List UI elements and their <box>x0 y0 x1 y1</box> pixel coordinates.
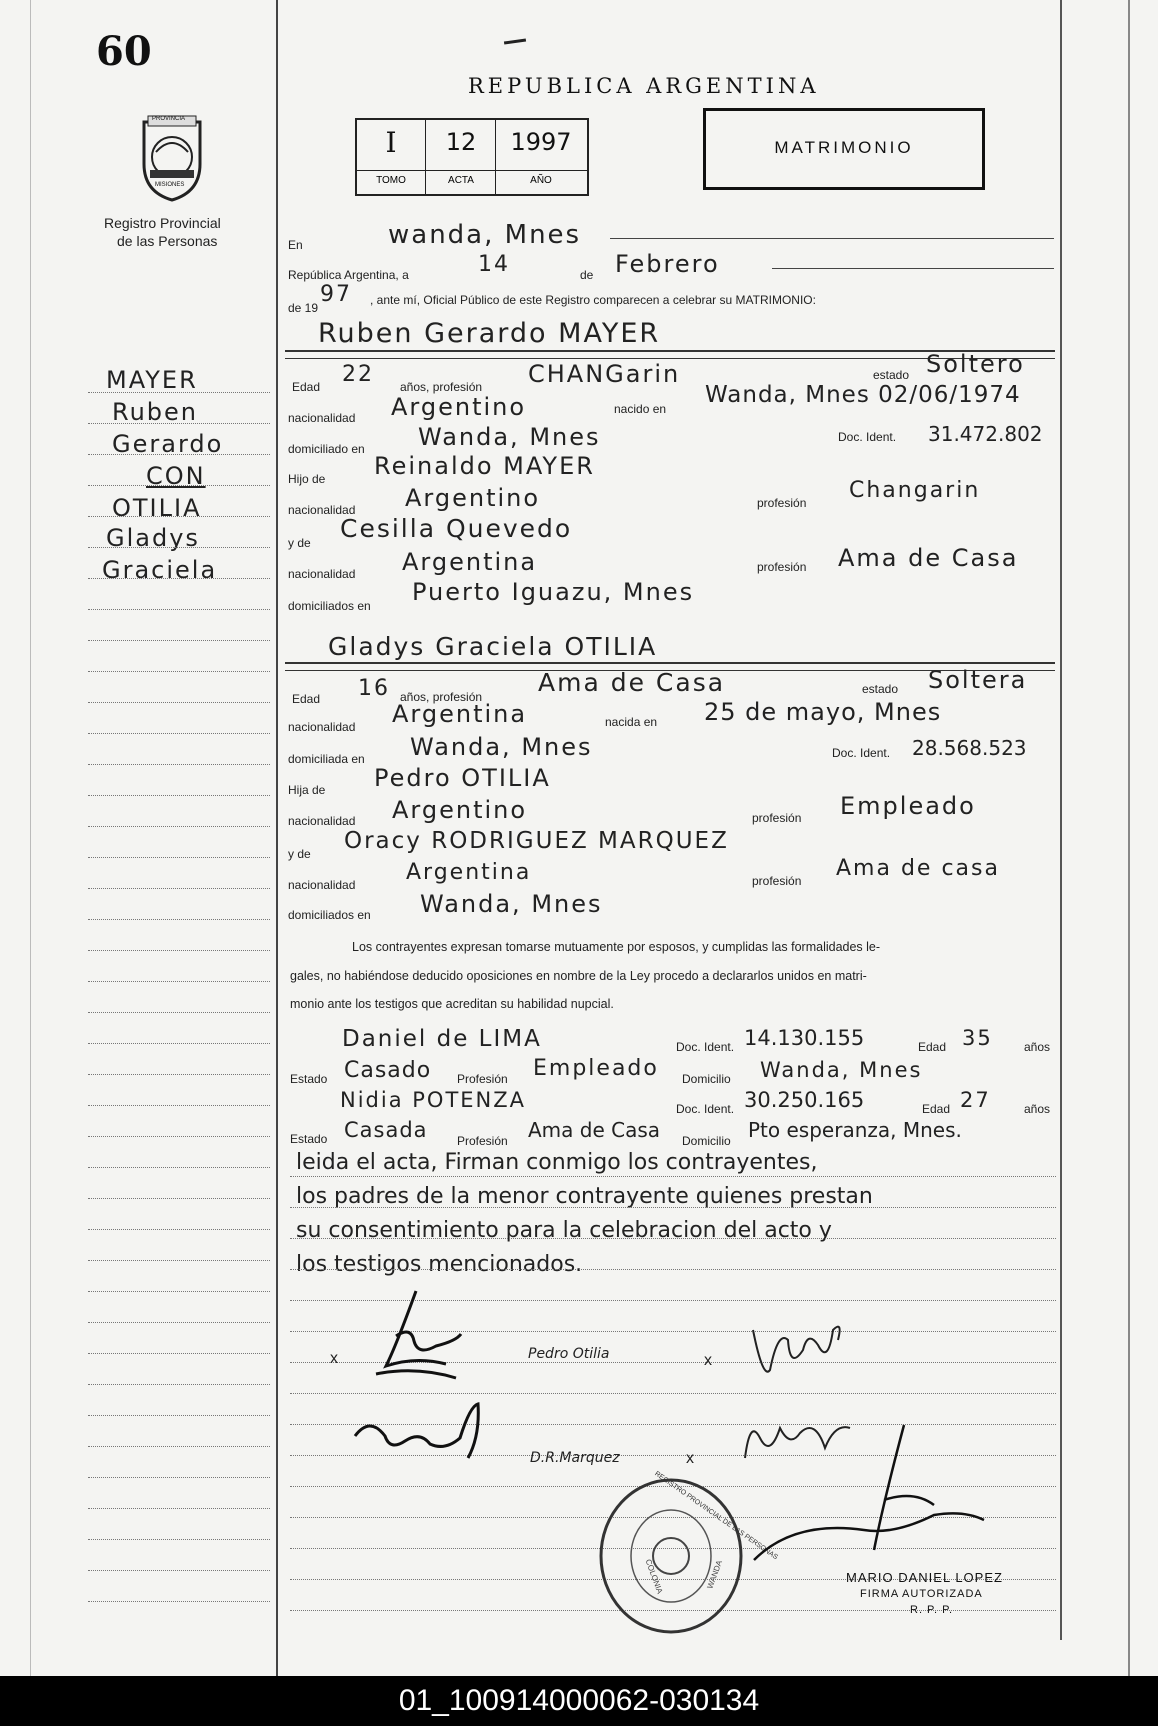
bride-yde-label: y de <box>288 847 311 861</box>
witness1-address: Wanda, Mnes <box>760 1058 923 1082</box>
box-divider <box>357 170 587 171</box>
groom-dom-label: domiciliado en <box>288 442 365 456</box>
box-vdivider-1 <box>425 120 426 194</box>
bride-dom-label: domiciliada en <box>288 752 365 766</box>
body-rule <box>290 1238 1056 1239</box>
witness1-doc: 14.130.155 <box>744 1026 865 1050</box>
margin-rule <box>88 733 270 734</box>
bride-signature-icon <box>748 1310 848 1390</box>
tomo-value: I <box>385 126 397 159</box>
act-day: 14 <box>478 252 510 277</box>
bride-doc: 28.568.523 <box>912 736 1027 760</box>
witness2-name: Nidia POTENZA <box>340 1088 527 1112</box>
year-suffix: 97 <box>320 282 352 307</box>
closing-line-4: los testigos mencionados. <box>296 1252 583 1277</box>
body-rule <box>290 1176 1056 1177</box>
month-line <box>772 268 1054 269</box>
bride-name: Gladys Graciela OTILIA <box>328 632 658 661</box>
margin-rule <box>88 1136 270 1137</box>
margin-rule <box>88 1043 270 1044</box>
margin-rule <box>88 1074 270 1075</box>
note-bride-surname: OTILIA <box>112 494 202 522</box>
margin-rule <box>88 702 270 703</box>
margin-rule <box>88 1570 270 1571</box>
official-stamp-icon <box>596 1476 746 1636</box>
anio-value: 1997 <box>510 128 572 156</box>
margin-rule <box>88 547 270 548</box>
bride-nac-label: nacionalidad <box>288 720 356 734</box>
margin-rule <box>88 950 270 951</box>
hijo-label: Hijo de <box>288 472 326 486</box>
groom-parents-address: Puerto Iguazu, Mnes <box>412 578 695 606</box>
province-seal-icon <box>136 112 208 204</box>
note-bride-first: Gladys <box>106 524 200 552</box>
officer-name: MARIO DANIEL LOPEZ <box>846 1570 1003 1585</box>
act-place: wanda, Mnes <box>388 220 582 250</box>
witness1-age: 35 <box>962 1026 993 1050</box>
groom-mother: Cesilla Quevedo <box>340 514 573 543</box>
margin-rule <box>88 485 270 486</box>
right-border-line <box>1060 0 1062 1640</box>
margin-rule <box>88 640 270 641</box>
margin-rule <box>88 1508 270 1509</box>
margin-rule <box>88 609 270 610</box>
margin-rule <box>88 1353 270 1354</box>
margin-rule <box>88 1012 270 1013</box>
witness2-prof-label: Profesión <box>457 1134 508 1148</box>
left-edge-shadow <box>30 0 31 1676</box>
witness1-doc-label: Doc. Ident. <box>676 1040 735 1054</box>
mark-dash <box>504 38 526 44</box>
sign-mark-2: x <box>704 1352 712 1369</box>
officer-signature-icon <box>734 1420 994 1590</box>
bride-mother-nat: Argentina <box>406 860 532 885</box>
pedro-otilia-signature: Pedro Otilia <box>528 1346 610 1362</box>
witness2-doc-label: Doc. Ident. <box>676 1102 735 1116</box>
groom-mother-nat: Argentina <box>402 548 538 576</box>
stamp-text-colonia: COLONIA <box>643 1558 665 1595</box>
witness2-age: 27 <box>960 1088 991 1112</box>
groom-father-nac-label: nacionalidad <box>288 503 356 517</box>
groom-edad-label: Edad <box>292 380 321 394</box>
officer-title: FIRMA AUTORIZADA <box>860 1588 983 1600</box>
margin-rule <box>88 1384 270 1385</box>
margin-rule <box>88 516 270 517</box>
stamp-text-wanda: WANDA <box>705 1559 725 1590</box>
act-type-box <box>703 108 985 190</box>
hija-label: Hija de <box>288 783 326 797</box>
margin-rule <box>88 1167 270 1168</box>
groom-father-nat: Argentino <box>405 484 541 512</box>
marquez-signature: D.R.Marquez <box>530 1450 620 1466</box>
country-title: REPUBLICA ARGENTINA <box>468 74 820 98</box>
bride-parents-dom-label: domiciliados en <box>288 908 371 922</box>
groom-parents-dom-label: domiciliados en <box>288 599 371 613</box>
registry-line-1: Registro Provincial <box>104 215 221 231</box>
groom-age: 22 <box>342 362 374 387</box>
acta-label: ACTA <box>448 175 474 186</box>
groom-father-prof: Changarin <box>849 478 981 503</box>
tomo-acta-anio-box <box>355 118 589 196</box>
seal-label-top: PROVINCIA <box>152 116 186 122</box>
margin-rule <box>88 1198 270 1199</box>
witness-signature-icon <box>350 1396 510 1466</box>
witness1-dom-label: Domicilio <box>682 1072 731 1086</box>
margin-rule <box>88 1477 270 1478</box>
witness2-age-label: Edad <box>922 1102 951 1116</box>
witness1-anos-label: años <box>1024 1040 1051 1054</box>
bride-age: 16 <box>358 676 390 701</box>
groom-address: Wanda, Mnes <box>418 423 601 451</box>
margin-rule <box>88 423 270 424</box>
bride-mother-prof-label: profesión <box>752 874 802 888</box>
groom-birth: Wanda, Mnes 02/06/1974 <box>705 382 1021 408</box>
de-label: de <box>580 268 594 282</box>
margin-rule <box>88 1229 270 1230</box>
body-rule <box>290 1207 1056 1208</box>
witness1-estado-label: Estado <box>290 1072 328 1086</box>
bride-doc-label: Doc. Ident. <box>832 746 891 760</box>
year-prefix: de 19 <box>288 301 319 315</box>
margin-rule <box>88 888 270 889</box>
groom-doc: 31.472.802 <box>928 422 1043 446</box>
groom-prof-label: años, profesión <box>400 380 483 394</box>
witness2-estado-label: Estado <box>290 1132 328 1146</box>
seal-label-bottom: MISIONES <box>155 182 185 188</box>
place-line <box>610 238 1054 239</box>
bride-name-line <box>285 662 1055 664</box>
margin-rule <box>88 1260 270 1261</box>
acta-value: 12 <box>445 128 477 156</box>
groom-status: Soltero <box>926 350 1025 378</box>
groom-nacido-label: nacido en <box>614 402 667 416</box>
margin-rule <box>88 1415 270 1416</box>
margin-rule <box>88 1322 270 1323</box>
note-surname: MAYER <box>106 366 198 394</box>
bride-father-prof-label: profesión <box>752 811 802 825</box>
margin-rule <box>88 826 270 827</box>
groom-mother-prof: Ama de Casa <box>838 544 1019 572</box>
bride-estado-label: estado <box>862 682 899 696</box>
bride-father: Pedro OTILIA <box>374 764 551 792</box>
margin-rule <box>88 671 270 672</box>
margin-rule <box>88 1446 270 1447</box>
margin-rule <box>88 454 270 455</box>
legal-text-2: gales, no habiéndose deducido oposiciones en nombre de la Ley procedo a declararlos unidos en matri- <box>290 969 867 983</box>
bride-profession: Ama de Casa <box>538 668 726 697</box>
margin-rule <box>88 1105 270 1106</box>
witness2-profession: Ama de Casa <box>528 1118 661 1142</box>
bride-nationality: Argentina <box>392 700 528 728</box>
bride-edad-label: Edad <box>292 692 321 706</box>
groom-doc-label: Doc. Ident. <box>838 430 897 444</box>
groom-father-prof-label: profesión <box>757 496 807 510</box>
witness1-name: Daniel de LIMA <box>342 1026 542 1052</box>
en-label: En <box>288 238 303 252</box>
legal-text-3: monio ante los testigos que acreditan su habilidad nupcial. <box>290 997 614 1011</box>
margin-rule <box>88 578 270 579</box>
groom-yde-label: y de <box>288 536 311 550</box>
witness2-doc: 30.250.165 <box>744 1088 865 1112</box>
closing-line-3: su consentimiento para la celebracion del acto y <box>296 1218 832 1243</box>
scan-footer-id: 01_100914000062-030134 <box>0 1676 1158 1726</box>
note-middle-name: Gerardo <box>112 430 224 458</box>
margin-rule <box>88 1291 270 1292</box>
bride-mother: Oracy RODRIGUEZ MARQUEZ <box>344 828 729 854</box>
witness1-prof-label: Profesión <box>457 1072 508 1086</box>
witness1-status: Casado <box>344 1058 432 1083</box>
groom-profession: CHANGarin <box>528 360 681 388</box>
witness1-age-label: Edad <box>918 1040 947 1054</box>
bride-father-prof: Empleado <box>840 792 976 820</box>
body-rule <box>290 1269 1056 1270</box>
outer-edge-line <box>1128 0 1130 1676</box>
body-rule <box>290 1393 1056 1394</box>
witness2-dom-label: Domicilio <box>682 1134 731 1148</box>
bride-status: Soltera <box>928 666 1028 694</box>
margin-rule <box>88 919 270 920</box>
note-first-name: Ruben <box>112 398 199 426</box>
bride-address: Wanda, Mnes <box>410 733 593 761</box>
bride-mother-prof: Ama de casa <box>836 856 1000 881</box>
witness2-status: Casada <box>344 1118 428 1142</box>
ra-label: República Argentina, a <box>288 268 409 282</box>
groom-signature-icon <box>356 1286 466 1386</box>
stamp-text-ring: REGISTRO PROVINCIAL DE LAS PERSONAS <box>653 1470 779 1562</box>
margin-rule <box>88 1539 270 1540</box>
bride-nacida-label: nacida en <box>605 715 658 729</box>
groom-mother-nac-label: nacionalidad <box>288 567 356 581</box>
officer-org: R. P. P. <box>910 1604 954 1616</box>
intro-text: , ante mí, Oficial Público de este Registro comparecen a celebrar su MATRIMONIO: <box>370 293 816 307</box>
margin-rule <box>88 392 270 393</box>
bride-mother-nac-label: nacionalidad <box>288 878 356 892</box>
act-month: Febrero <box>615 250 720 278</box>
bride-prof-label: años, profesión <box>400 690 483 704</box>
groom-father: Reinaldo MAYER <box>374 452 595 480</box>
margin-rule <box>88 981 270 982</box>
closing-line-1: leida el acta, Firman conmigo los contrayentes, <box>296 1150 818 1175</box>
anio-label: AÑO <box>530 175 552 186</box>
margin-rule <box>88 795 270 796</box>
witness1-profession: Empleado <box>533 1056 659 1081</box>
sign-mark-1: x <box>330 1350 338 1367</box>
note-bride-second: Graciela <box>102 556 218 584</box>
bride-birth: 25 de mayo, Mnes <box>704 698 942 726</box>
witness2-anos-label: años <box>1024 1102 1051 1116</box>
registry-line-2: de las Personas <box>117 233 218 249</box>
tomo-label: TOMO <box>376 175 406 186</box>
bride-father-nat: Argentino <box>392 796 528 824</box>
legal-text-1: Los contrayentes expresan tomarse mutuamente por esposos, y cumplidas las formalidades le- <box>352 940 881 954</box>
bride-father-nac-label: nacionalidad <box>288 814 356 828</box>
groom-name: Ruben Gerardo MAYER <box>318 318 661 349</box>
witness2-address: Pto esperanza, Mnes. <box>748 1118 962 1142</box>
sign-mark-3: x <box>686 1450 694 1467</box>
bride-parents-address: Wanda, Mnes <box>420 890 603 918</box>
note-con: CON <box>146 462 206 490</box>
page-number: 60 <box>96 28 152 75</box>
groom-nac-label: nacionalidad <box>288 411 356 425</box>
margin-rule <box>88 857 270 858</box>
groom-estado-label: estado <box>873 368 910 382</box>
closing-line-2: los padres de la menor contrayente quienes prestan <box>296 1184 873 1209</box>
margin-rule <box>88 764 270 765</box>
margin-rule <box>88 1601 270 1602</box>
groom-nationality: Argentino <box>391 393 527 421</box>
box-vdivider-2 <box>495 120 496 194</box>
act-type: MATRIMONIO <box>774 138 914 157</box>
groom-mother-prof-label: profesión <box>757 560 807 574</box>
left-binding-line <box>276 0 278 1676</box>
